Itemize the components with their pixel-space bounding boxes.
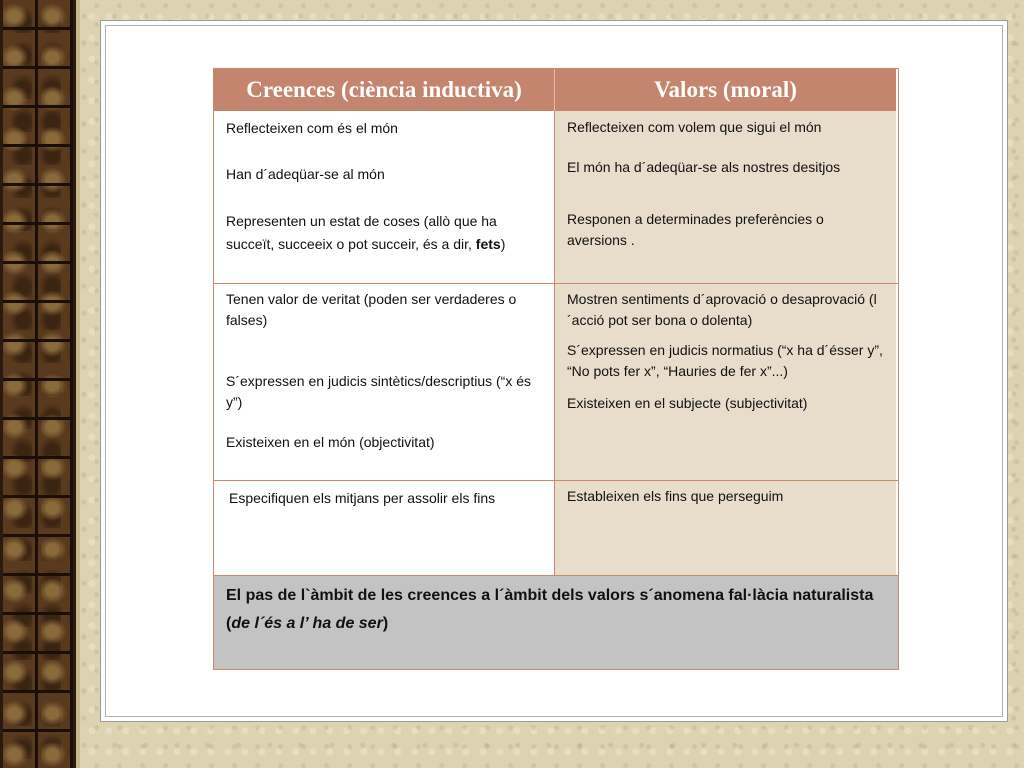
row2-right-cell [555,284,896,480]
row1-left-item3-bold: fets [475,236,501,252]
row2-left-item1: Tenen valor de veritat (poden ser verdaderes o falses) [226,291,517,328]
row3-right-item: Estableixen els fins que perseguim [567,488,784,504]
row2-left-item3: Existeixen en el món (objectivitat) [226,434,435,450]
row1-right-item3: Responen a determinades preferències o aversions . [567,211,824,248]
border-pattern [3,0,73,768]
row1-right-item2: El món ha d´adeqüar-se als nostres desitjos [567,159,841,175]
row1-right-item1: Reflecteixen com volem que sigui el món [567,119,822,135]
row3-right-cell [555,481,896,575]
footer-close: ) [382,615,389,632]
row1-left-cell [214,111,555,283]
row1-right-cell [555,111,896,283]
header-creences: Creences (ciència inductiva) [214,69,555,111]
row2-right-item3: Existeixen en el subjecte (subjectivitat) [567,395,808,411]
footer-note [214,575,898,669]
row3-left-cell [214,481,555,575]
footer-italic: de l´és a l’ ha de ser [231,615,383,632]
header-valors: Valors (moral) [555,69,896,111]
comparison-table [213,68,899,670]
row1-left-item3-close: ) [500,236,506,252]
row1-left-item1: Reflecteixen com és el món [226,120,398,136]
row2-left-item2: S´expressen en judicis sintètics/descriptius (“x és y”) [226,373,532,410]
row2-right-item2: S´expressen en judicis normatius (“x ha d´ésser y”, “No pots fer x”, “Hauries de fer x”...) [567,342,883,379]
row1-left-item2: Han d´adeqüar-se al món [226,166,385,182]
table-row [214,480,898,575]
row1-left-item3 [226,210,542,256]
footer-text: El pas de l`àmbit de les creences a l´àmbit dels valors s´anomena fal·làcia naturalista ( [226,587,874,632]
table-row [214,283,898,480]
row2-right-item1: Mostren sentiments d´aprovació o desaprovació (l´acció pot ser bona o dolenta) [567,291,877,328]
decorative-border-strip [0,0,76,768]
row1-left-item3-text: Representen un estat de coses (allò que ha succeït, succeeix o pot succeir, és a dir, [226,213,497,252]
row3-left-item: Especifiquen els mitjans per assolir els fins [229,490,496,506]
row2-left-cell [214,284,555,480]
table-row [214,111,898,283]
border-edge [76,0,80,768]
table-header-row [214,69,898,111]
